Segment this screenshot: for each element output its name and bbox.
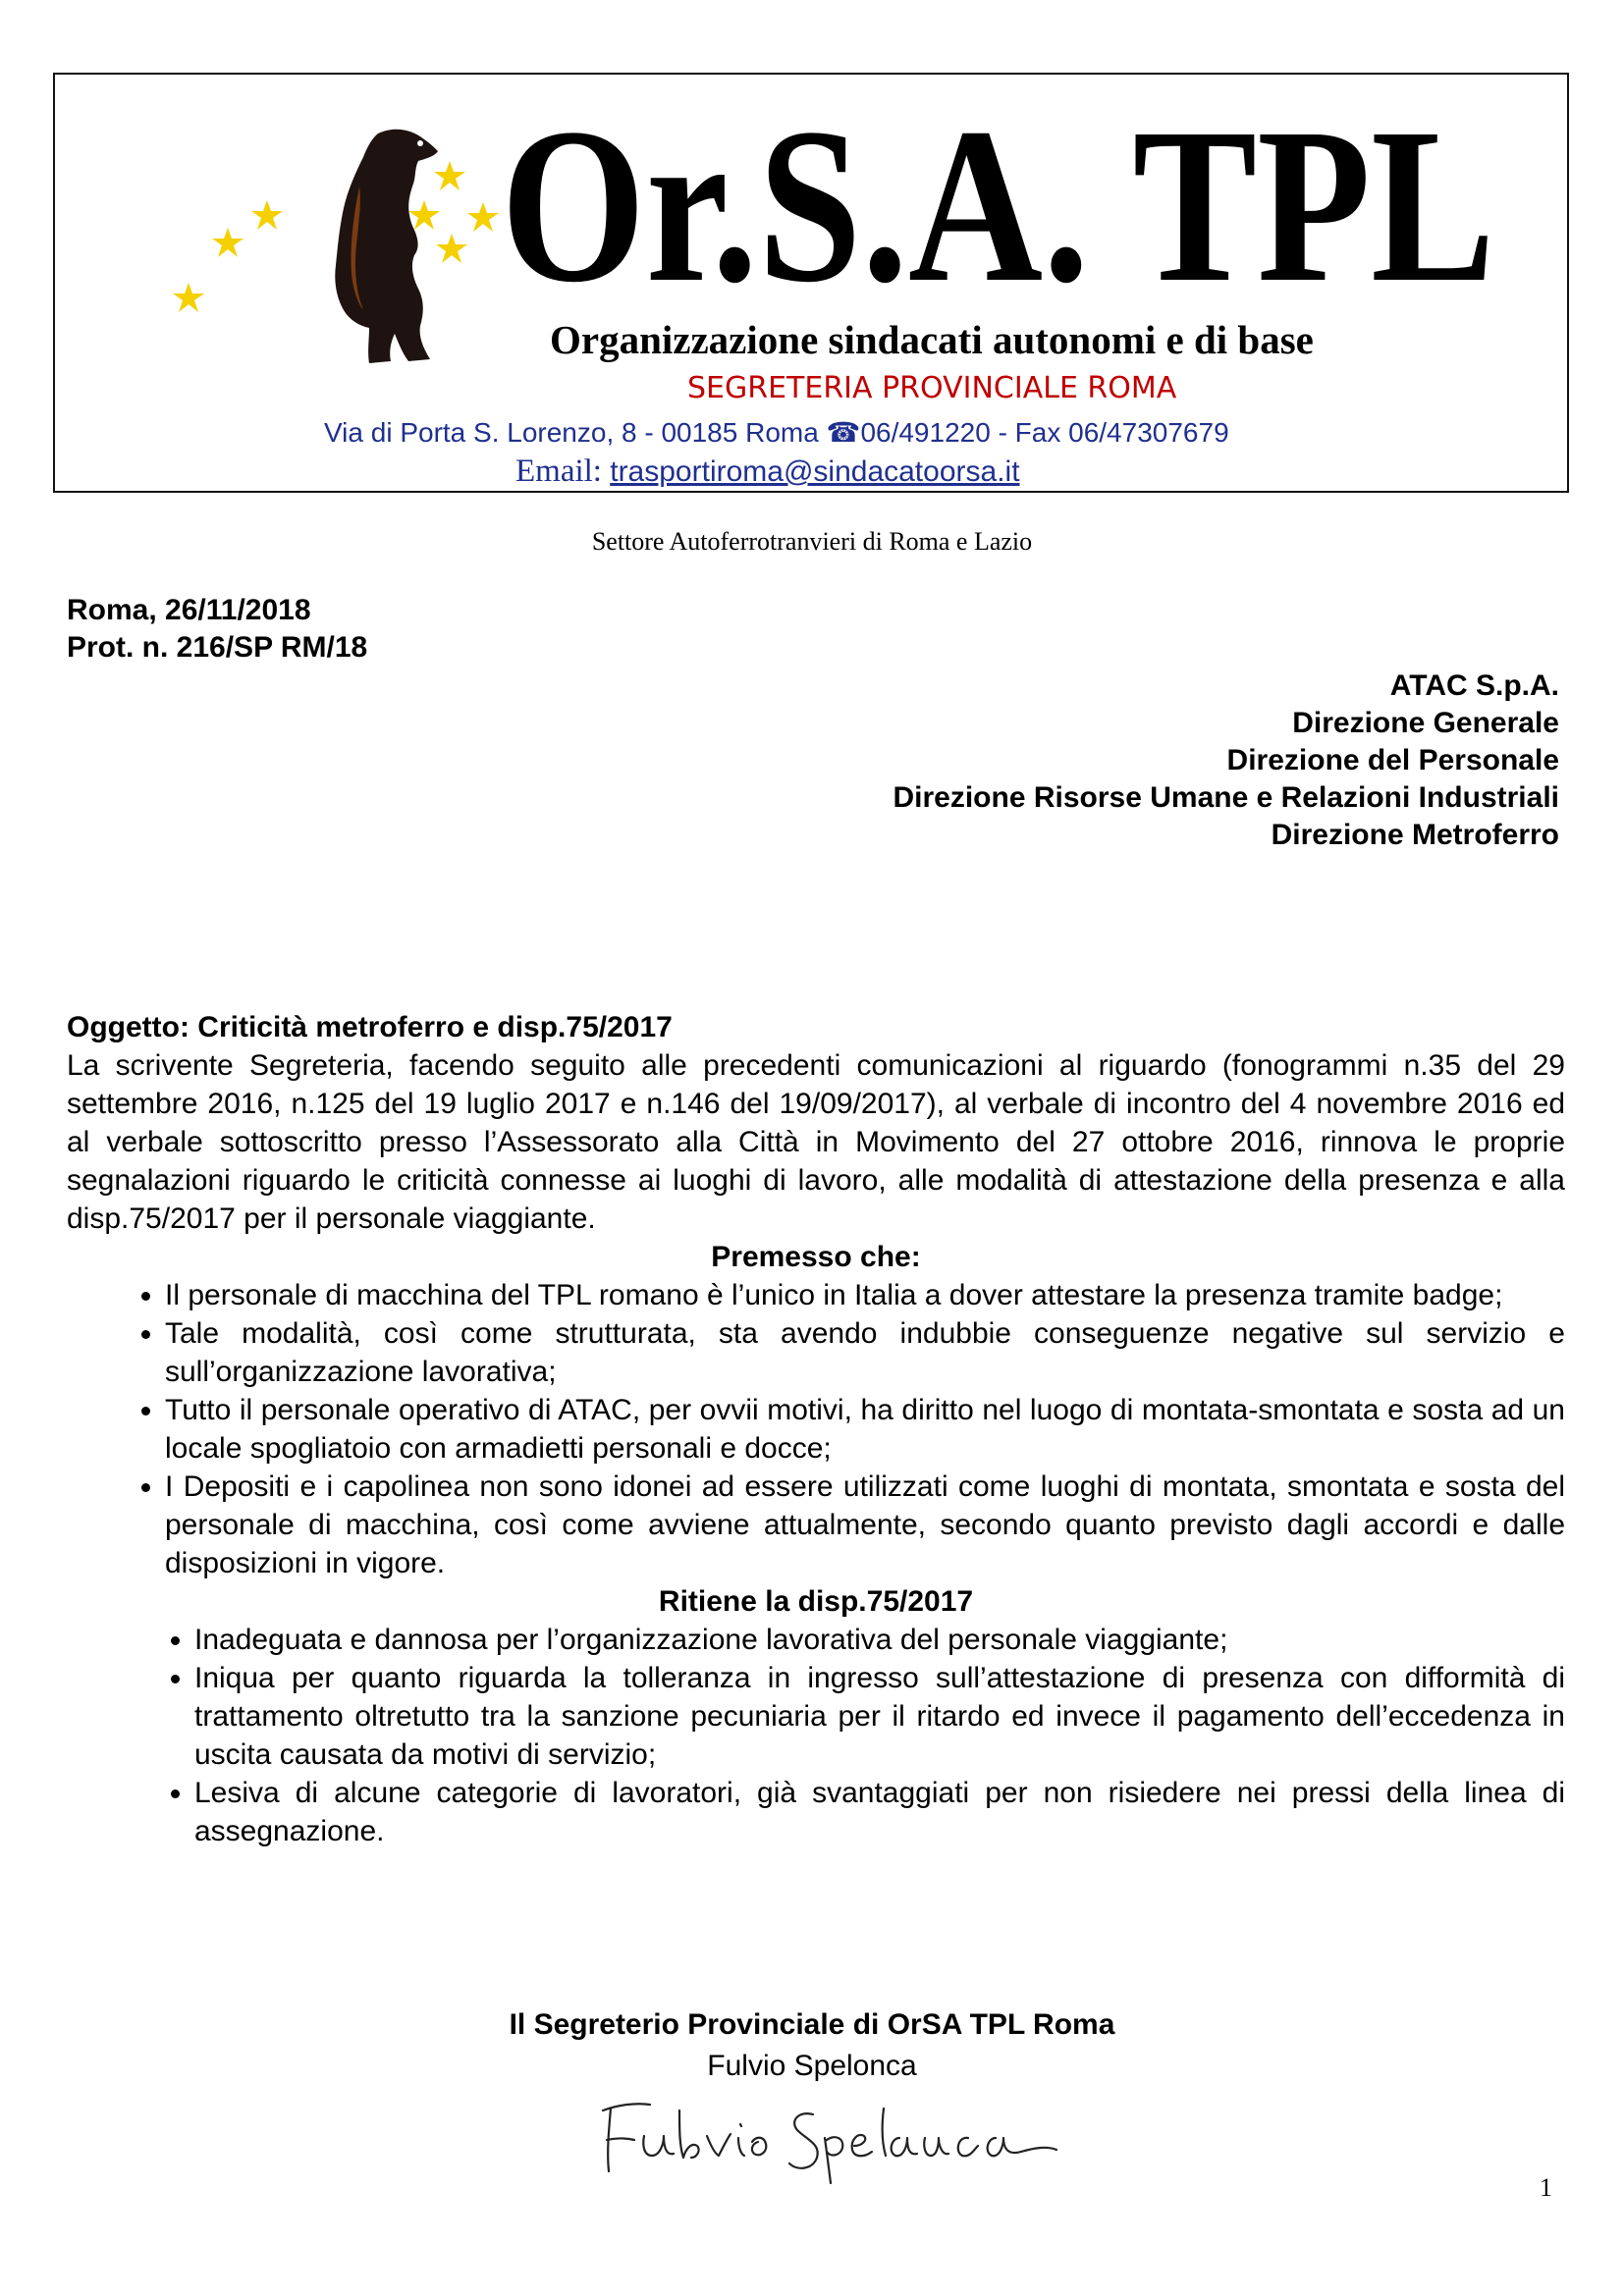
- recipient-line: ATAC S.p.A.: [1389, 669, 1559, 702]
- contact-address: Via di Porta S. Lorenzo, 8 - 00185 Roma ☎06/491220 - Fax 06/47307679: [324, 417, 1229, 448]
- email-line: [515, 454, 1020, 490]
- recipient-line: Direzione Generale: [1292, 707, 1559, 739]
- subject-line: Oggetto: Criticità metroferro e disp.75/2017: [67, 1011, 673, 1043]
- bear-logo-icon: [167, 118, 520, 383]
- protocol-number: Prot. n. 216/SP RM/18: [67, 631, 368, 664]
- brand-subtitle: Organizzazione sindacati autonomi e di base: [550, 317, 1314, 362]
- segreteria-label: SEGRETERIA PROVINCIALE ROMA: [687, 371, 1177, 405]
- premesso-list: [67, 1276, 1565, 1582]
- email-link[interactable]: trasportiroma@sindacatoorsa.it: [610, 455, 1020, 488]
- list-item: • Tutto il personale operativo di ATAC, per ovvii motivi, ha diritto nel luogo di montata-smontata e sosta ad un locale spogliatoio con armadietti personali e docce;: [165, 1391, 1565, 1468]
- signatory-title: Il Segreterio Provinciale di OrSA TPL Roma: [509, 2008, 1115, 2041]
- letter-body: [67, 1008, 1565, 1850]
- email-label: Email:: [515, 454, 611, 489]
- list-item: • Il personale di macchina del TPL romano è l’unico in Italia a dover attestare la presenza tramite badge;: [165, 1276, 1565, 1314]
- intro-paragraph: La scrivente Segreteria, facendo seguito alle precedenti comunicazioni al riguardo (fonogrammi n.35 del 29 settembre 2016, n.125 del 19 luglio 2017 e n.146 del 19/09/2017), al verbale di incontro del 4 novembre 2016 ed al verbale sottoscritto presso l’Assessorato alla Città in Movimento del 27 ottobre 2016, rinnova le proprie segnalazioni riguardo le criticità connesse ai luoghi di lavoro, alle modalità di attestazione della presenza e alla disp.75/2017 per il personale viaggiante.: [67, 1049, 1565, 1235]
- ritiene-list: [67, 1621, 1565, 1850]
- recipients-block: [893, 667, 1559, 854]
- ritiene-heading: Ritiene la disp.75/2017: [658, 1585, 974, 1618]
- recipient-line: Direzione del Personale: [1226, 744, 1559, 776]
- stars-icon: [173, 161, 499, 312]
- signatory-name: Fulvio Spelonca: [707, 2050, 917, 2082]
- letter-date: Roma, 26/11/2018: [67, 594, 311, 626]
- list-item: • I Depositi e i capolinea non sono idonei ad essere utilizzati come luoghi di montata, smontata e sosta del personale di macchina, così come avviene attualmente, secondo quanto previsto dagli accordi e dalle disposizioni in vigore.: [165, 1468, 1565, 1582]
- page-number: 1: [1540, 2173, 1552, 2202]
- list-item: • Lesiva di alcune categorie di lavoratori, già svantaggiati per non risiedere nei pressi della linea di assegnazione.: [194, 1774, 1565, 1850]
- list-item: • Iniqua per quanto riguarda la tolleranza in ingresso sull’attestazione di presenza con difformità di trattamento oltretutto tra la sanzione pecuniaria per il ritardo ed invece il pagamento dell’eccedenza in uscita causata da motivi di servizio;: [194, 1659, 1565, 1774]
- list-item: • Inadeguata e dannosa per l’organizzazione lavorativa del personale viaggiante;: [194, 1621, 1565, 1659]
- sector-caption: Settore Autoferrotranvieri di Roma e Lazio: [591, 527, 1033, 556]
- letter-meta: [67, 592, 367, 667]
- recipient-line: Direzione Metroferro: [1271, 819, 1559, 851]
- premesso-heading: Premesso che:: [711, 1241, 921, 1273]
- brand-title: Or.S.A. TPL: [501, 82, 1495, 328]
- list-item: • Tale modalità, così come strutturata, sta avendo indubbie conseguenze negative sul servizio e sull’organizzazione lavorativa;: [165, 1314, 1565, 1391]
- handwritten-signature: [589, 2081, 1060, 2189]
- recipient-line: Direzione Risorse Umane e Relazioni Industriali: [893, 781, 1559, 814]
